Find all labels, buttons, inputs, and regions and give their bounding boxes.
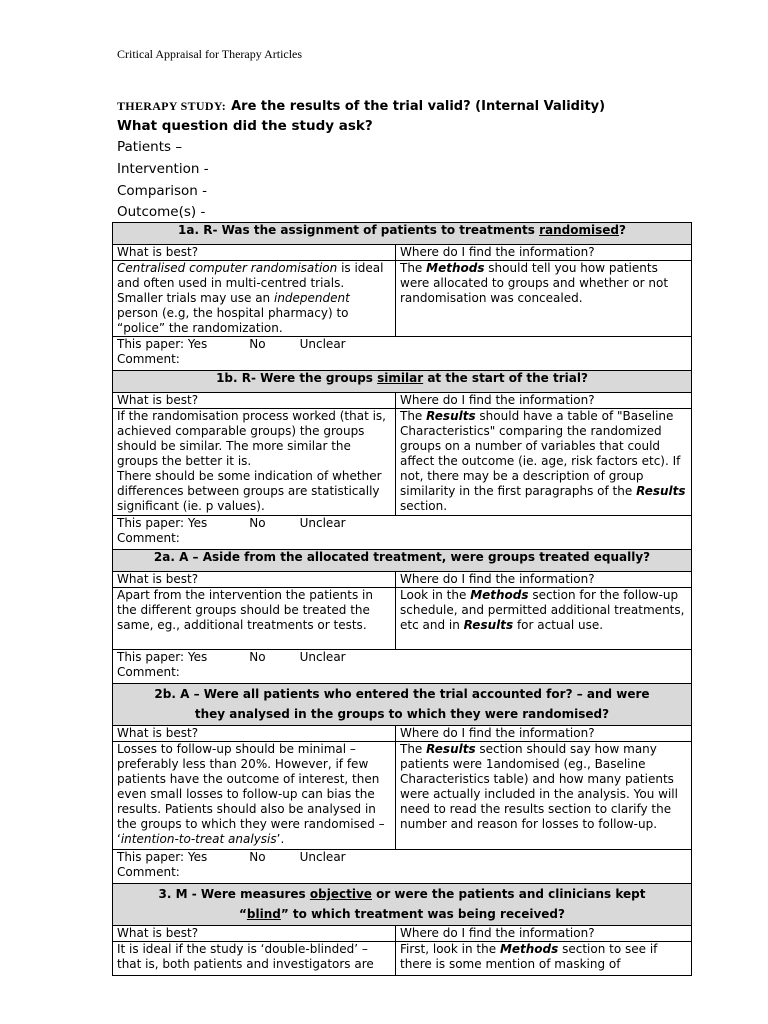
option-no[interactable]: No [249, 337, 266, 351]
option-no[interactable]: No [249, 650, 266, 664]
col-where-label: Where do I find the information? [396, 393, 692, 409]
section-3-header [113, 884, 692, 926]
pico-outcome: Outcome(s) - [117, 204, 206, 220]
section-1a-title: 1a. R- Was the assignment of patients to treatments randomised? [113, 223, 692, 245]
section-1b-header [113, 371, 692, 393]
section-1a-header [113, 223, 692, 245]
option-unclear[interactable]: Unclear [299, 516, 346, 530]
option-no[interactable]: No [249, 850, 266, 864]
section-2b-title: 2b. A – Were all patients who entered the trial accounted for? – and were they analysed in the groups to which they were randomised? [113, 684, 692, 726]
therapy-study-title [117, 95, 605, 114]
comment-label: Comment: [117, 531, 180, 545]
section-1b-best: If the randomisation process worked (that is, achieved comparable groups) the groups should be similar. The more similar the groups the better it is. There should be some indication of whether differences between groups are statistically significant (ie. p values). [113, 409, 396, 516]
this-paper-2b: This paper: Yes No Unclear Comment: [113, 850, 692, 884]
section-1b-title: 1b. R- Were the groups similar at the start of the trial? [113, 371, 692, 393]
table-row [113, 926, 692, 942]
pico-comparison: Comparison - [117, 183, 207, 199]
pico-intervention: Intervention - [117, 161, 209, 177]
section-3-title: 3. M - Were measures objective or were the patients and clinicians kept “blind” to which treatment was being received? [113, 884, 692, 926]
this-paper-row [113, 650, 692, 684]
pico-patients: Patients – [117, 139, 183, 155]
option-no[interactable]: No [249, 516, 266, 530]
table-row [113, 588, 692, 650]
appraisal-table [112, 222, 692, 976]
option-unclear[interactable]: Unclear [299, 850, 346, 864]
col-where-label: Where do I find the information? [396, 726, 692, 742]
this-paper-1b: This paper: Yes No Unclear Comment: [113, 516, 692, 550]
section-2a-best: Apart from the intervention the patients in the different groups should be treated the same, eg., additional treatments or tests. [113, 588, 396, 650]
this-paper-row [113, 850, 692, 884]
table-row [113, 261, 692, 337]
table-row [113, 942, 692, 976]
comment-label: Comment: [117, 865, 180, 879]
comment-label: Comment: [117, 665, 180, 679]
section-3-where: First, look in the Methods section to see if there is some mention of masking of [396, 942, 692, 976]
option-yes[interactable]: Yes [187, 516, 208, 530]
section-2a-header [113, 550, 692, 572]
table-row [113, 726, 692, 742]
option-yes[interactable]: Yes [187, 337, 208, 351]
option-unclear[interactable]: Unclear [299, 337, 346, 351]
col-best-label: What is best? [113, 926, 396, 942]
col-best-label: What is best? [113, 572, 396, 588]
option-unclear[interactable]: Unclear [299, 650, 346, 664]
table-row [113, 393, 692, 409]
title-question: Are the results of the trial valid? (Internal Validity) [231, 99, 606, 114]
section-2b-best: Losses to follow-up should be minimal – preferably less than 20%. However, if few patients have the outcome of interest, then even small losses to follow-up can bias the results. Patients should also be analysed in the groups to which they were randomised – ‘intention-to-treat analysis’. [113, 742, 396, 850]
section-1a-best: Centralised computer randomisation is ideal and often used in multi-centred trials. Smaller trials may use an independent person (e.g, the hospital pharmacy) to “police” the randomization. [113, 261, 396, 337]
col-best-label: What is best? [113, 245, 396, 261]
section-2a-title: 2a. A – Aside from the allocated treatment, were groups treated equally? [113, 550, 692, 572]
table-row [113, 742, 692, 850]
col-best-label: What is best? [113, 393, 396, 409]
this-paper-1a: This paper: Yes No Unclear Comment: [113, 337, 692, 371]
col-best-label: What is best? [113, 726, 396, 742]
this-paper-row [113, 516, 692, 550]
study-question: What question did the study ask? [117, 118, 373, 134]
section-1a-where: The Methods should tell you how patients were allocated to groups and whether or not randomisation was concealed. [396, 261, 692, 337]
comment-label: Comment: [117, 352, 180, 366]
section-1b-where: The Results should have a table of "Baseline Characteristics" comparing the randomized groups on a number of variables that could affect the outcome (ie. age, risk factors etc). If not, there may be a description of group similarity in the first paragraphs of the Results section. [396, 409, 692, 516]
section-2a-where: Look in the Methods section for the follow-up schedule, and permitted additional treatments, etc and in Results for actual use. [396, 588, 692, 650]
section-2b-header [113, 684, 692, 726]
col-where-label: Where do I find the information? [396, 926, 692, 942]
option-yes[interactable]: Yes [187, 650, 208, 664]
page-header: Critical Appraisal for Therapy Articles [117, 47, 303, 61]
col-where-label: Where do I find the information? [396, 572, 692, 588]
this-paper-row [113, 337, 692, 371]
section-3-best: It is ideal if the study is ‘double-blinded’ – that is, both patients and investigators are [113, 942, 396, 976]
this-paper-2a: This paper: Yes No Unclear Comment: [113, 650, 692, 684]
table-row [113, 572, 692, 588]
option-yes[interactable]: Yes [187, 850, 208, 864]
col-where-label: Where do I find the information? [396, 245, 692, 261]
table-row [113, 409, 692, 516]
table-row [113, 245, 692, 261]
title-label: THERAPY STUDY: [117, 99, 226, 113]
section-2b-where: The Results section should say how many patients were 1andomised (eg., Baseline Characteristics table) and how many patients were actually included in the analysis. You will need to read the results section to clarify the number and reason for losses to follow-up. [396, 742, 692, 850]
